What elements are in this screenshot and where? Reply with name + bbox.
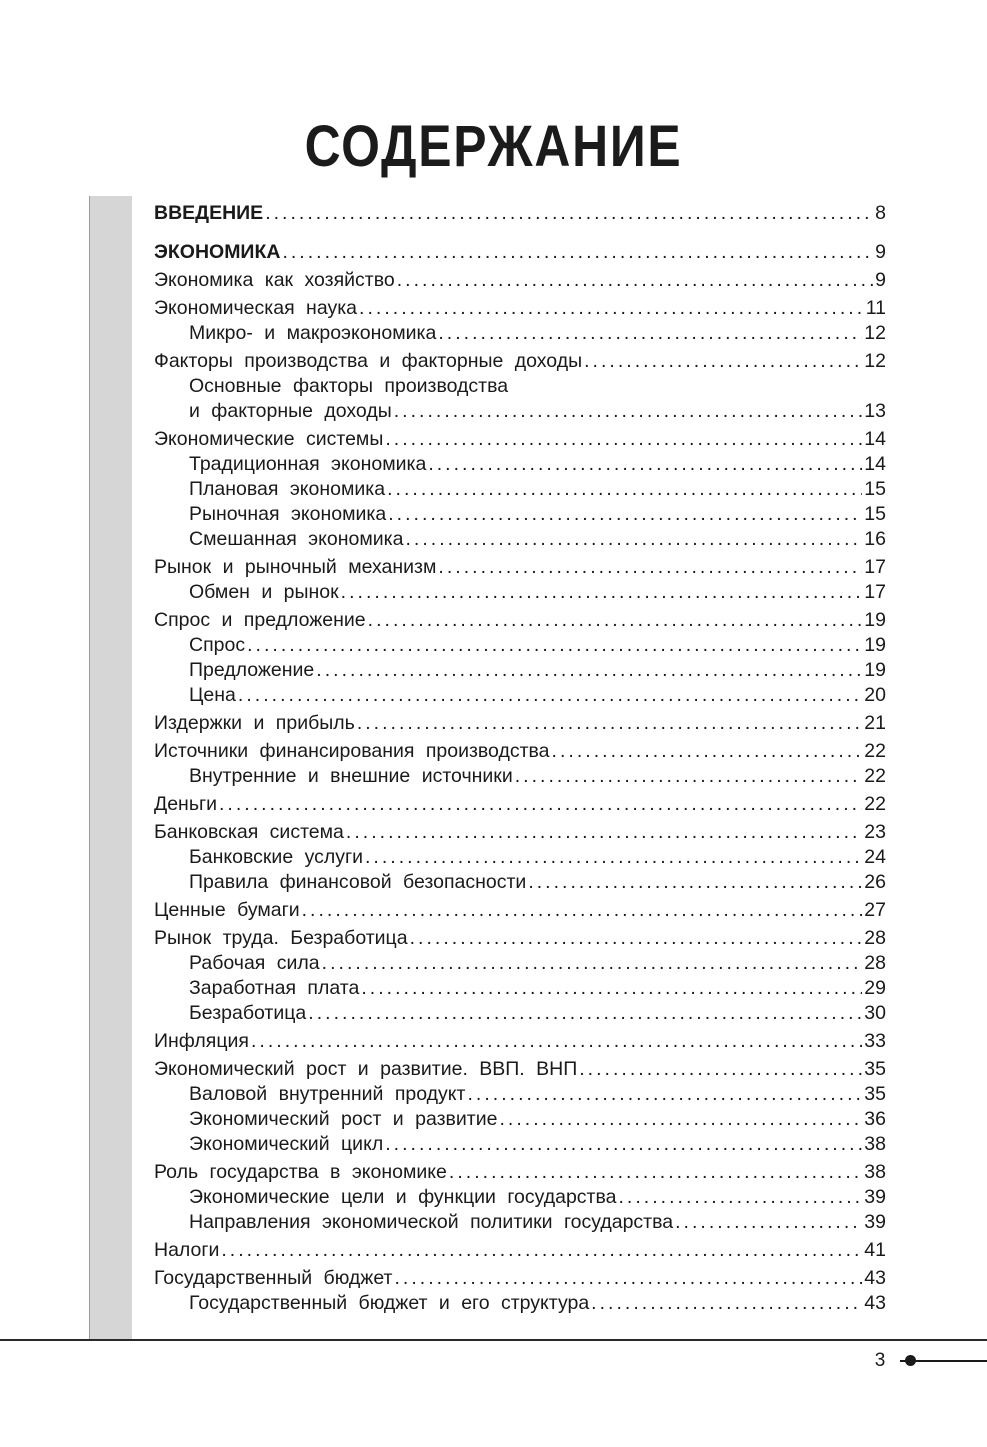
toc-entry[interactable] xyxy=(154,711,886,736)
dot-leader xyxy=(438,555,862,580)
page-number: 3 xyxy=(874,1350,886,1371)
dot-leader xyxy=(219,792,862,817)
toc-entry-page: 15 xyxy=(864,503,886,525)
toc-subentry[interactable] xyxy=(154,477,886,502)
toc-entry[interactable] xyxy=(154,1266,886,1291)
dot-leader xyxy=(282,240,873,265)
toc-entry-page: 35 xyxy=(864,1083,886,1105)
dot-leader xyxy=(316,658,862,683)
toc-entry-title: Экономический рост и развитие. ВВП. ВНП xyxy=(154,1058,578,1080)
toc-subentry[interactable] xyxy=(154,1210,886,1235)
toc-entry-page: 16 xyxy=(864,528,886,550)
toc-entry-page: 20 xyxy=(864,684,886,706)
dot-leader xyxy=(394,1266,862,1291)
dot-leader xyxy=(591,1291,862,1316)
toc-entry-page: 11 xyxy=(865,297,886,319)
toc-entry-page: 14 xyxy=(864,428,886,450)
toc-entry-title: и факторные доходы xyxy=(189,400,392,422)
folio-dot-icon xyxy=(905,1355,916,1366)
toc-entry[interactable] xyxy=(154,792,886,817)
toc-entry[interactable] xyxy=(154,926,886,951)
dot-leader xyxy=(428,452,862,477)
toc-subentry[interactable] xyxy=(154,1082,886,1107)
table-of-contents xyxy=(154,201,886,1316)
toc-entry-page: 13 xyxy=(864,400,886,422)
toc-entry-title: Направления экономической политики государства xyxy=(189,1211,674,1233)
toc-entry-title: Налоги xyxy=(154,1239,220,1261)
toc-entry-title: Традиционная экономика xyxy=(189,453,427,475)
toc-entry-title: Источники финансирования производства xyxy=(154,740,550,762)
toc-entry-page: 23 xyxy=(864,821,886,843)
dot-leader xyxy=(397,268,873,293)
toc-entry-title: Деньги xyxy=(154,793,217,815)
toc-entry-title: Факторы производства и факторные доходы xyxy=(154,350,583,372)
toc-entry[interactable] xyxy=(154,349,886,374)
dot-leader xyxy=(251,1029,862,1054)
toc-subentry[interactable] xyxy=(154,1291,886,1316)
dot-leader xyxy=(322,951,863,976)
toc-entry-title: Валовой внутренний продукт xyxy=(189,1083,466,1105)
toc-entry[interactable] xyxy=(154,1029,886,1054)
toc-entry[interactable] xyxy=(154,296,886,321)
dot-leader xyxy=(584,349,862,374)
toc-subentry[interactable] xyxy=(154,976,886,1001)
toc-entry[interactable] xyxy=(154,268,886,293)
dot-leader xyxy=(308,1001,862,1026)
toc-entry-page: 15 xyxy=(864,478,886,500)
dot-leader xyxy=(579,1057,862,1082)
toc-entry-page: 36 xyxy=(864,1108,886,1130)
toc-subentry[interactable] xyxy=(154,1185,886,1210)
toc-subentry[interactable] xyxy=(154,502,886,527)
dot-leader xyxy=(552,739,863,764)
toc-subentry[interactable] xyxy=(154,633,886,658)
toc-subentry[interactable] xyxy=(154,1132,886,1157)
toc-entry-page: 39 xyxy=(864,1211,886,1233)
toc-subentry[interactable] xyxy=(154,951,886,976)
toc-entry-page: 22 xyxy=(864,793,886,815)
toc-entry-page: 19 xyxy=(864,609,886,631)
toc-entry[interactable] xyxy=(154,427,886,452)
toc-entry[interactable] xyxy=(154,820,886,845)
toc-entry-page: 27 xyxy=(864,899,886,921)
toc-entry-page: 29 xyxy=(864,977,886,999)
toc-entry-title: Цена xyxy=(189,684,236,706)
toc-entry-title: Спрос и предложение xyxy=(154,609,366,631)
dot-leader xyxy=(359,296,864,321)
toc-entry-page: 12 xyxy=(864,322,886,344)
toc-entry-title: Внутренние и внешние источники xyxy=(189,765,513,787)
toc-subentry[interactable] xyxy=(154,764,886,789)
toc-entry-page: 19 xyxy=(864,634,886,656)
toc-entry-page: 38 xyxy=(864,1161,886,1183)
toc-subentry[interactable] xyxy=(154,580,886,605)
toc-subentry[interactable] xyxy=(154,527,886,552)
toc-entry-title: Рабочая сила xyxy=(189,952,320,974)
toc-subentry[interactable] xyxy=(154,658,886,683)
toc-subentry[interactable] xyxy=(154,683,886,708)
toc-entry-page: 8 xyxy=(875,202,886,224)
toc-entry-page: 21 xyxy=(864,712,886,734)
dot-leader xyxy=(388,502,862,527)
toc-entry-page: 43 xyxy=(864,1267,886,1289)
dot-leader xyxy=(221,1238,862,1263)
toc-subentry[interactable] xyxy=(154,1107,886,1132)
toc-entry-title: ВВЕДЕНИЕ xyxy=(154,202,264,224)
toc-entry-introduction[interactable] xyxy=(154,201,886,226)
toc-entry[interactable] xyxy=(154,898,886,923)
dot-leader xyxy=(438,321,862,346)
dot-leader xyxy=(357,711,862,736)
toc-entry-page: 41 xyxy=(864,1239,886,1261)
dot-leader xyxy=(394,399,863,424)
toc-entry-page: 28 xyxy=(864,952,886,974)
toc-subentry[interactable] xyxy=(154,870,886,895)
toc-subentry[interactable] xyxy=(154,399,886,424)
toc-entry-title: Рынок и рыночный механизм xyxy=(154,556,437,578)
toc-entry-page: 43 xyxy=(864,1292,886,1314)
toc-entry-title: Роль государства в экономике xyxy=(154,1161,447,1183)
toc-entry-page: 33 xyxy=(864,1030,886,1052)
dot-leader xyxy=(365,845,862,870)
toc-entry[interactable] xyxy=(154,1057,886,1082)
dot-leader xyxy=(361,976,862,1001)
toc-entry-title: Экономические системы xyxy=(154,428,384,450)
toc-entry-page: 12 xyxy=(864,350,886,372)
dot-leader xyxy=(528,870,862,895)
dot-leader xyxy=(247,633,862,658)
dot-leader xyxy=(238,683,862,708)
dot-leader xyxy=(515,764,863,789)
toc-entry-title: Рынок труда. Безработица xyxy=(154,927,408,949)
toc-entry-title: Спрос xyxy=(189,634,246,656)
toc-entry[interactable] xyxy=(154,739,886,764)
dot-leader xyxy=(346,820,862,845)
toc-subentry[interactable] xyxy=(154,374,886,399)
side-bar xyxy=(89,196,132,1340)
toc-entry[interactable] xyxy=(154,555,886,580)
toc-entry-page: 17 xyxy=(864,556,886,578)
dot-leader xyxy=(405,527,862,552)
dot-leader xyxy=(302,898,863,923)
toc-entry-page: 30 xyxy=(864,1002,886,1024)
toc-entry-title: Плановая экономика xyxy=(189,478,386,500)
toc-entry[interactable] xyxy=(154,608,886,633)
toc-entry-page: 22 xyxy=(864,765,886,787)
toc-entry-title: Заработная плата xyxy=(189,977,360,999)
toc-entry-economics[interactable] xyxy=(154,240,886,265)
dot-leader xyxy=(387,477,862,502)
dot-leader xyxy=(341,580,863,605)
toc-entry-page: 17 xyxy=(864,581,886,603)
toc-entry-title: Экономический рост и развитие xyxy=(189,1108,498,1130)
toc-subentry[interactable] xyxy=(154,1001,886,1026)
toc-entry-title: Микро- и макроэкономика xyxy=(189,322,437,344)
toc-entry-title: Экономика как хозяйство xyxy=(154,269,395,291)
toc-entry-title: Правила финансовой безопасности xyxy=(189,871,527,893)
toc-entry-page: 9 xyxy=(875,269,886,291)
toc-entry-title: ЭКОНОМИКА xyxy=(154,241,281,263)
toc-subentry[interactable] xyxy=(154,845,886,870)
toc-entry-page: 24 xyxy=(864,846,886,868)
toc-entry-title: Государственный бюджет и его структура xyxy=(189,1292,590,1314)
toc-entry-title: Банковские услуги xyxy=(189,846,363,868)
toc-entry-title: Смешанная экономика xyxy=(189,528,404,550)
dot-leader xyxy=(467,1082,862,1107)
toc-entry-title: Экономические цели и функции государства xyxy=(189,1186,617,1208)
toc-entry-title: Банковская система xyxy=(154,821,344,843)
toc-entry-title: Основные факторы производства xyxy=(189,375,509,397)
toc-entry-page: 35 xyxy=(864,1058,886,1080)
dot-leader xyxy=(675,1210,862,1235)
toc-entry-title: Инфляция xyxy=(154,1030,249,1052)
toc-entry-title: Экономическая наука xyxy=(154,297,358,319)
toc-subentry[interactable] xyxy=(154,321,886,346)
toc-entry-title: Экономический цикл xyxy=(189,1133,384,1155)
toc-entry-title: Рыночная экономика xyxy=(189,503,387,525)
dot-leader xyxy=(385,1132,862,1157)
toc-entry[interactable] xyxy=(154,1238,886,1263)
dot-leader xyxy=(368,608,863,633)
toc-entry-title: Издержки и прибыль xyxy=(154,712,355,734)
toc-entry[interactable] xyxy=(154,1160,886,1185)
bottom-rule xyxy=(0,1339,987,1341)
toc-subentry[interactable] xyxy=(154,452,886,477)
toc-entry-page: 26 xyxy=(864,871,886,893)
toc-entry-page: 14 xyxy=(864,453,886,475)
toc-entry-page: 28 xyxy=(864,927,886,949)
dot-leader xyxy=(449,1160,862,1185)
dot-leader xyxy=(410,926,863,951)
toc-entry-page: 19 xyxy=(864,659,886,681)
toc-entry-title: Безработица xyxy=(189,1002,307,1024)
dot-leader xyxy=(618,1185,862,1210)
toc-entry-page: 9 xyxy=(875,241,886,263)
toc-entry-page: 39 xyxy=(864,1186,886,1208)
side-bar-edge xyxy=(89,196,90,1340)
toc-entry-page: 38 xyxy=(864,1133,886,1155)
dot-leader xyxy=(499,1107,862,1132)
page-title: СОДЕРЖАНИЕ xyxy=(304,114,683,179)
dot-leader xyxy=(385,427,862,452)
toc-entry-page: 22 xyxy=(864,740,886,762)
dot-leader xyxy=(265,201,873,226)
toc-entry-title: Ценные бумаги xyxy=(154,899,300,921)
toc-entry-title: Государственный бюджет xyxy=(154,1267,393,1289)
toc-entry-title: Предложение xyxy=(189,659,315,681)
toc-entry-title: Обмен и рынок xyxy=(189,581,339,603)
